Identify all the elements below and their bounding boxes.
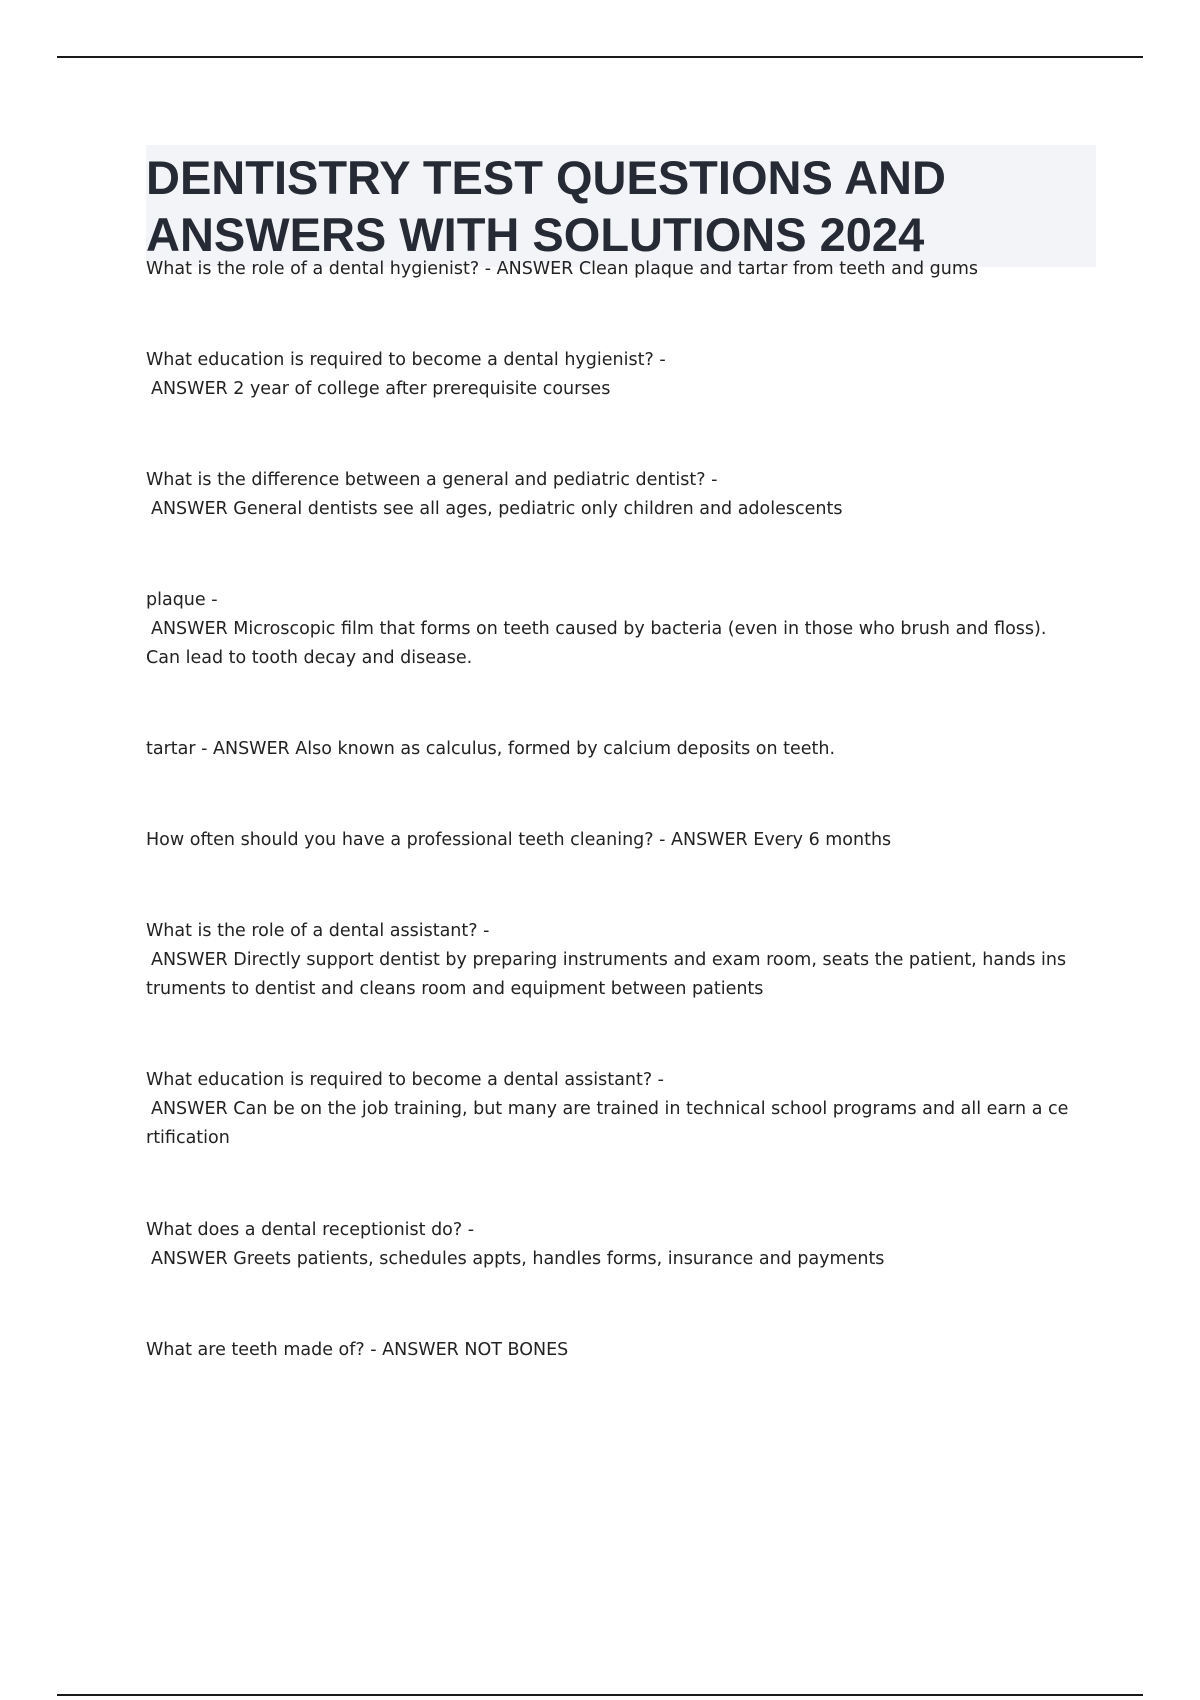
qa-item — [146, 586, 1096, 673]
qa-item — [146, 346, 1096, 404]
question-text: tartar — [146, 739, 196, 759]
answer-continuation: truments to dentist and cleans room and equipment between patients — [146, 979, 764, 999]
answer-text: ANSWER General dentists see all ages, pediatric only children and adolescents — [151, 499, 843, 519]
answer-text: ANSWER Can be on the job training, but many are trained in technical school programs and all earn a ce — [151, 1099, 1069, 1119]
question-text: What is the difference between a general and pediatric dentist? — [146, 470, 706, 490]
separator: - — [479, 259, 497, 279]
answer-continuation: rtification — [146, 1128, 230, 1148]
qa-item — [146, 1216, 1096, 1274]
bottom-rule — [57, 1694, 1143, 1696]
answer-text: ANSWER Clean plaque and tartar from teeth and gums — [496, 259, 979, 279]
separator: - — [653, 830, 672, 850]
question-text: What is the role of a dental assistant? — [146, 921, 478, 941]
qa-item — [146, 917, 1096, 1004]
title-line-2: ANSWERS WITH SOLUTIONS 2024 — [146, 208, 925, 261]
top-rule — [57, 56, 1143, 58]
answer-text: ANSWER Microscopic film that forms on teeth caused by bacteria (even in those who brush and floss). — [151, 619, 1047, 639]
answer-text: ANSWER Every 6 months — [671, 830, 892, 850]
question-text: How often should you have a professional teeth cleaning? — [146, 830, 654, 850]
document-page — [146, 145, 1096, 267]
answer-text: ANSWER Also known as calculus, formed by calcium deposits on teeth. — [213, 739, 836, 759]
separator: - — [462, 1220, 475, 1240]
answer-text: ANSWER NOT BONES — [382, 1340, 569, 1360]
separator: - — [652, 1070, 664, 1090]
title-line-1: DENTISTRY TEST QUESTIONS AND — [146, 151, 946, 204]
question-text: What education is required to become a dental assistant? — [146, 1070, 653, 1090]
qa-item — [146, 466, 1096, 524]
qa-item — [146, 826, 1096, 855]
separator: - — [653, 350, 666, 370]
answer-text: ANSWER Greets patients, schedules appts, handles forms, insurance and payments — [151, 1249, 885, 1269]
question-text: What education is required to become a dental hygienist? — [146, 350, 654, 370]
separator: - — [705, 470, 718, 490]
qa-item — [146, 1066, 1096, 1153]
qa-item — [146, 1336, 1096, 1365]
separator: - — [205, 590, 218, 610]
question-text: What are teeth made of? — [146, 1340, 365, 1360]
answer-text: ANSWER 2 year of college after prerequisite courses — [151, 379, 611, 399]
answer-text: ANSWER Directly support dentist by preparing instruments and exam room, seats the patient, hands ins — [151, 950, 1067, 970]
answer-continuation: Can lead to tooth decay and disease. — [146, 648, 473, 668]
question-text: What is the role of a dental hygienist? — [146, 259, 480, 279]
qa-item — [146, 735, 1096, 764]
title-box — [146, 145, 1096, 267]
document-title — [146, 149, 1096, 263]
question-text: plaque — [146, 590, 206, 610]
qa-item — [146, 255, 1096, 284]
separator: - — [477, 921, 490, 941]
separator: - — [195, 739, 214, 759]
separator: - — [364, 1340, 383, 1360]
question-text: What does a dental receptionist do? — [146, 1220, 463, 1240]
